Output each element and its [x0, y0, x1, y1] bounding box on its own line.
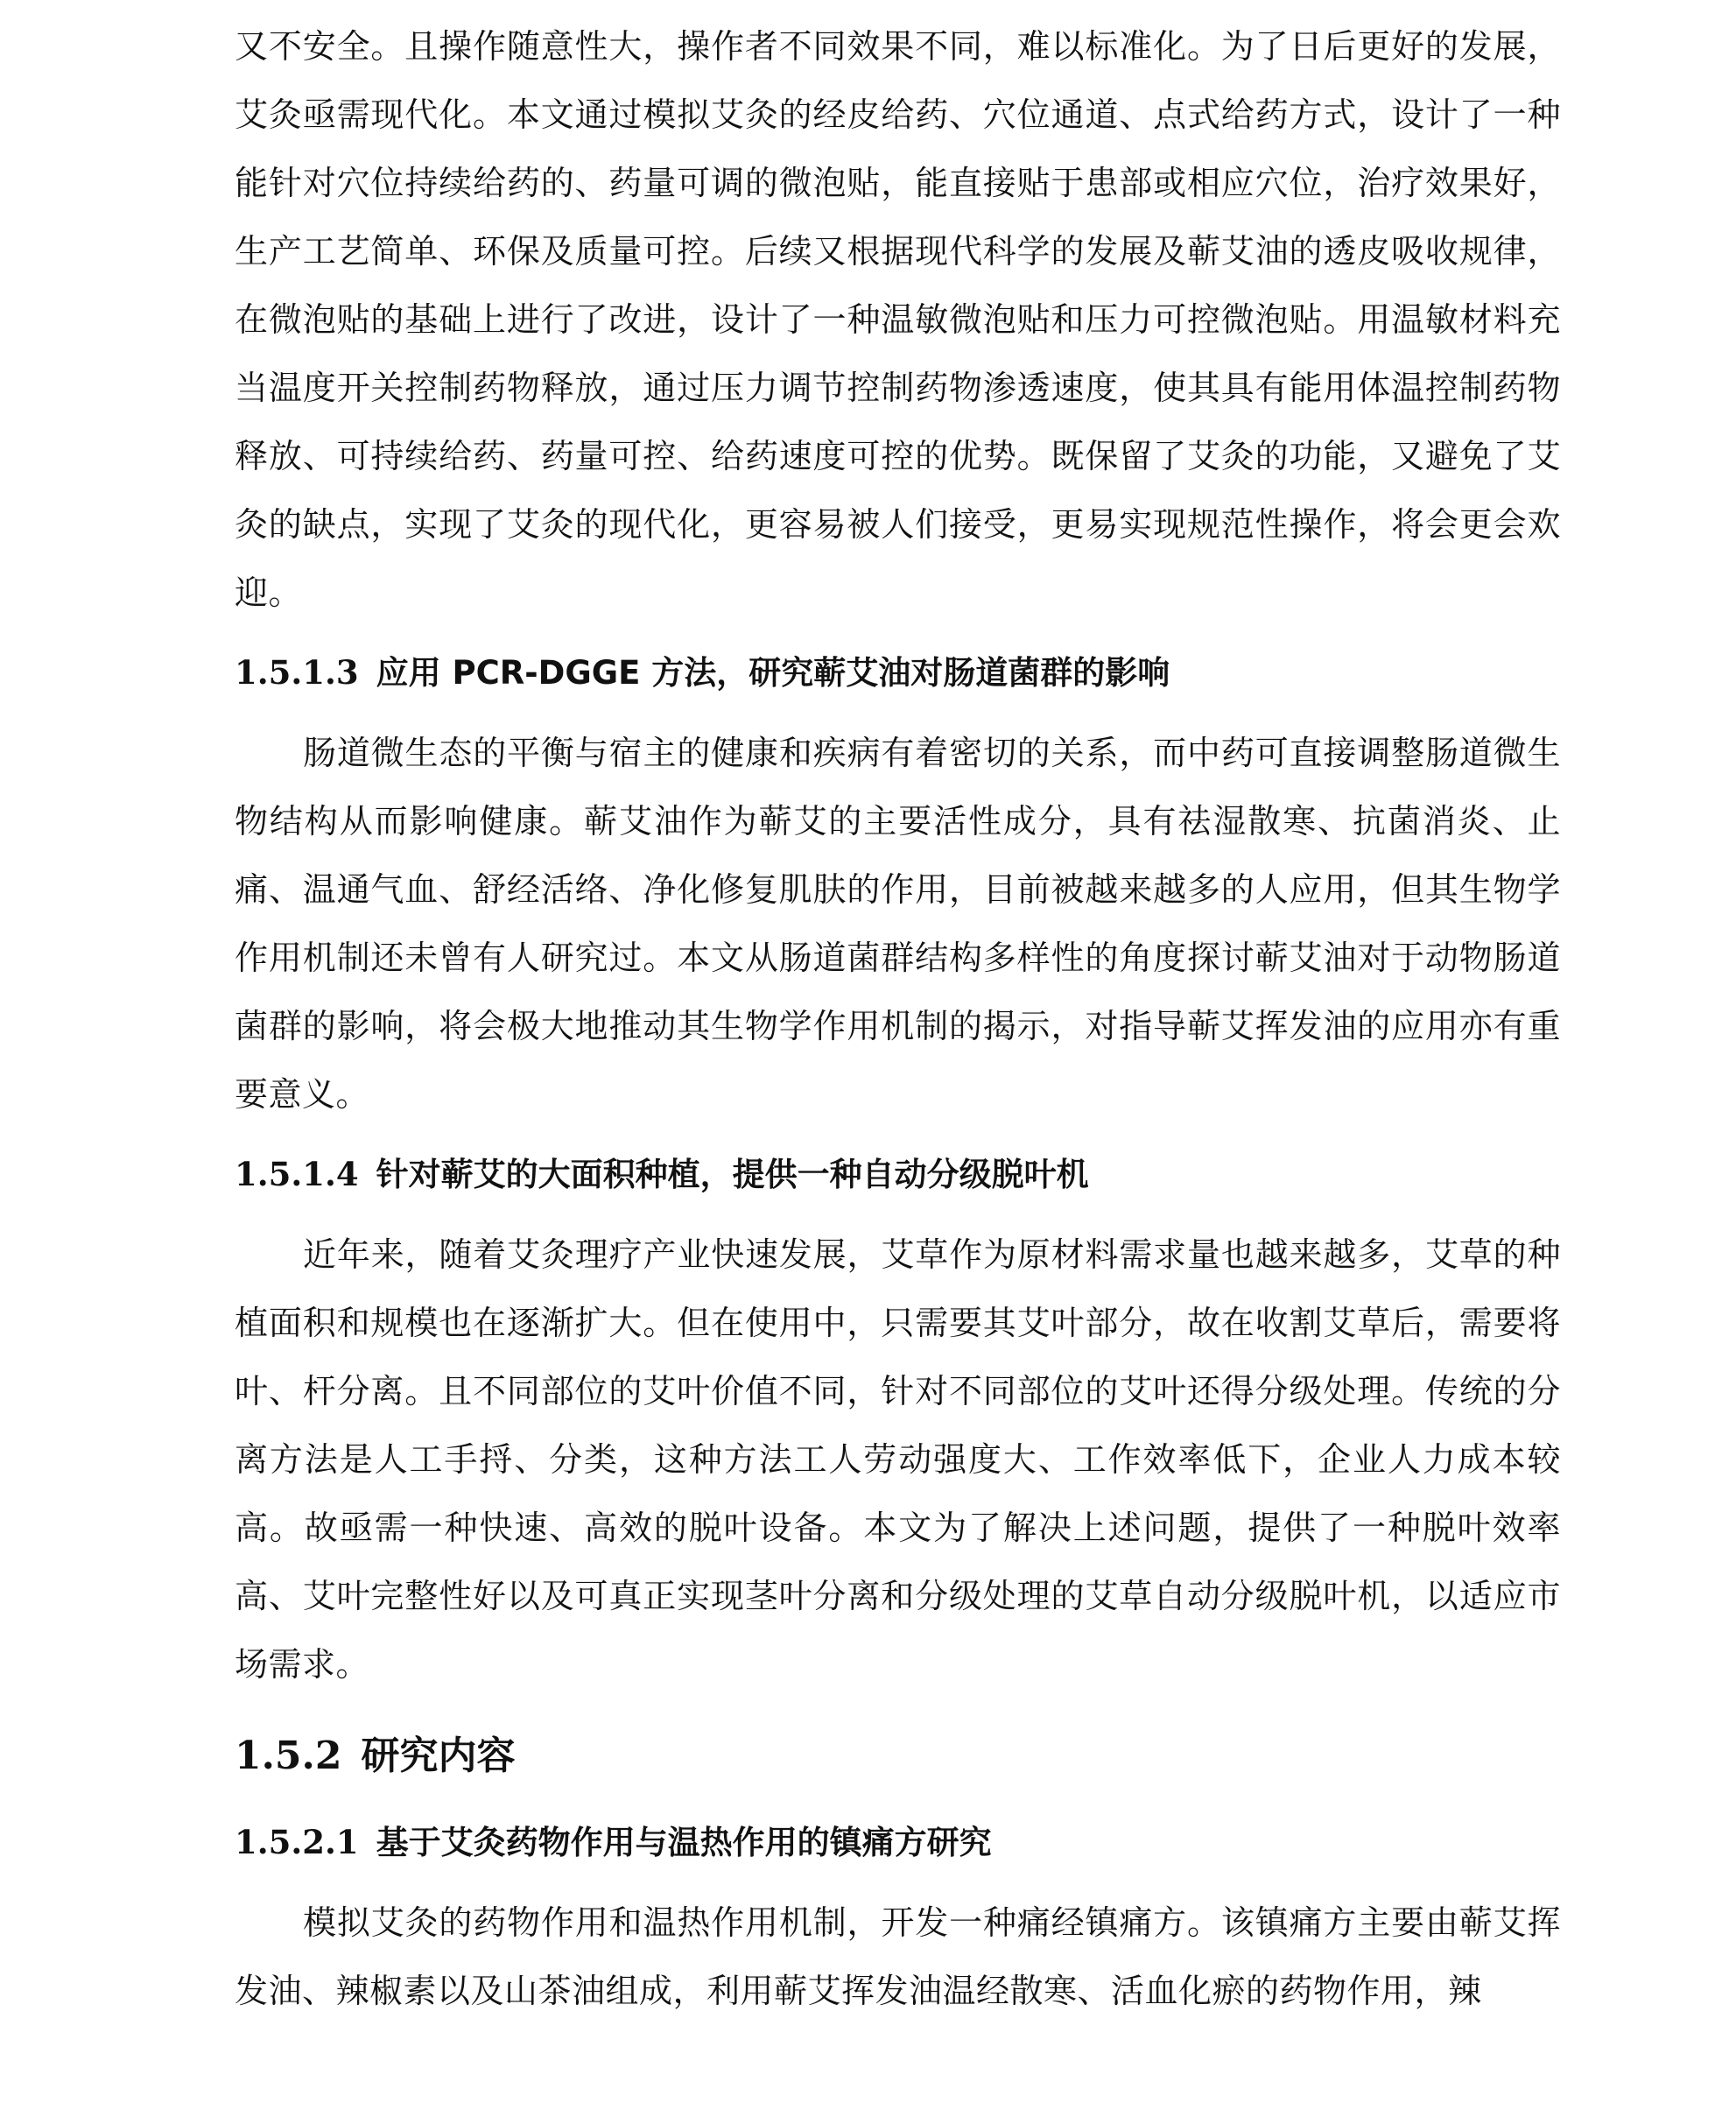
heading-1-5-1-4 [235, 1141, 1561, 1208]
heading-number: 1.5.2 [235, 1734, 342, 1778]
paragraph-defoliator: 近年来，随着艾灸理疗产业快速发展，艾草作为原材料需求量也越来越多，艾草的种植面积和规模也在逐渐扩大。但在使用中，只需要其艾叶部分，故在收割艾草后，需要将叶、杆分离。且不同部位的艾叶价值不同，针对不同部位的艾叶还得分级处理。传统的分离方法是人工手捋、分类，这种方法工人劳动强度大、工作效率低下，企业人力成本较高。故亟需一种快速、高效的脱叶设备。本文为了解决上述问题，提供了一种脱叶效率高、艾叶完整性好以及可真正实现茎叶分离和分级处理的艾草自动分级脱叶机，以适应市场需求。 [235, 1235, 1561, 1684]
heading-title: 基于艾灸药物作用与温热作用的镇痛方研究 [376, 1824, 992, 1861]
paragraph-continued: 又不安全。且操作随意性大，操作者不同效果不同，难以标准化。为了日后更好的发展，艾灸亟需现代化。本文通过模拟艾灸的经皮给药、穴位通道、点式给药方式，设计了一种能针对穴位持续给药的、药量可调的微泡贴，能直接贴于患部或相应穴位，治疗效果好，生产工艺简单、环保及质量可控。后续又根据现代科学的发展及蕲艾油的透皮吸收规律，在微泡贴的基础上进行了改进，设计了一种温敏微泡贴和压力可控微泡贴。用温敏材料充当温度开关控制药物释放，通过压力调节控制药物渗透速度，使其具有能用体温控制药物释放、可持续给药、药量可控、给药速度可控的优势。既保留了艾灸的功能，又避免了艾灸的缺点，实现了艾灸的现代化，更容易被人们接受，更易实现规范性操作，将会更会欢迎。 [235, 27, 1561, 612]
heading-title: 研究内容 [361, 1734, 516, 1778]
heading-1-5-2-1 [235, 1809, 1561, 1876]
heading-number: 1.5.1.3 [235, 653, 359, 692]
paragraph-analgesic-formula: 模拟艾灸的药物作用和温热作用机制，开发一种痛经镇痛方。该镇痛方主要由蕲艾挥发油、辣椒素以及山茶油组成，利用蕲艾挥发油温经散寒、活血化瘀的药物作用，辣 [235, 1903, 1561, 2010]
heading-1-5-2 [235, 1718, 1561, 1795]
heading-title: 针对蕲艾的大面积种植，提供一种自动分级脱叶机 [376, 1156, 1089, 1193]
document-page [235, 12, 1561, 2025]
heading-number: 1.5.1.4 [235, 1155, 359, 1193]
heading-number: 1.5.2.1 [235, 1823, 359, 1861]
heading-title: 应用 PCR-DGGE 方法，研究蕲艾油对肠道菌群的影响 [376, 654, 1170, 692]
heading-1-5-1-3 [235, 639, 1561, 707]
paragraph-gut-microbiota: 肠道微生态的平衡与宿主的健康和疾病有着密切的关系，而中药可直接调整肠道微生物结构从而影响健康。蕲艾油作为蕲艾的主要活性成分，具有祛湿散寒、抗菌消炎、止痛、温通气血、舒经活络、净化修复肌肤的作用，目前被越来越多的人应用，但其生物学作用机制还未曾有人研究过。本文从肠道菌群结构多样性的角度探讨蕲艾油对于动物肠道菌群的影响，将会极大地推动其生物学作用机制的揭示，对指导蕲艾挥发油的应用亦有重要意义。 [235, 734, 1561, 1114]
